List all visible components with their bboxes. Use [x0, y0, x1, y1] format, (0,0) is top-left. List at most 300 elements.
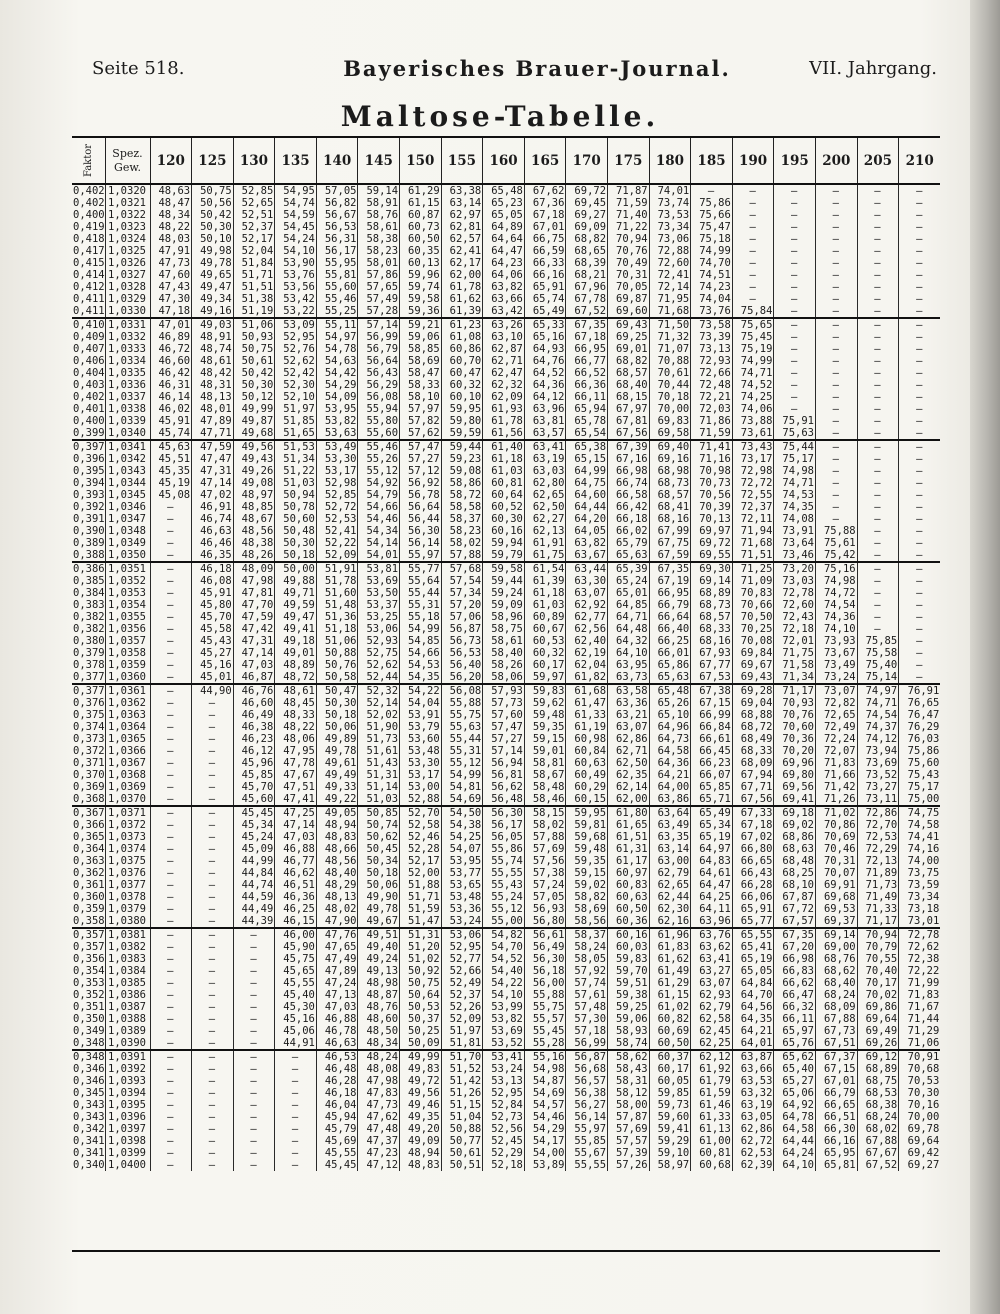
value-cell: 52,77	[441, 953, 483, 965]
value-cell: 51,78	[316, 575, 358, 587]
value-cell: 64,12	[524, 391, 566, 403]
value-cell: 68,15	[608, 391, 650, 403]
value-cell: —	[233, 928, 275, 941]
value-cell: 67,20	[774, 941, 816, 953]
value-cell: —	[899, 281, 941, 293]
value-cell: 55,63	[441, 721, 483, 733]
spez-gew-cell: 1,0355	[105, 611, 150, 623]
value-cell: 58,74	[608, 1037, 650, 1050]
table-row	[72, 293, 940, 305]
value-cell: 59,36	[400, 305, 442, 318]
spez-gew-cell: 1,0400	[105, 1159, 150, 1171]
value-cell: 56,29	[358, 379, 400, 391]
value-cell: 66,98	[608, 465, 650, 477]
value-cell: 54,00	[524, 1147, 566, 1159]
value-cell: 59,35	[566, 855, 608, 867]
value-cell: 69,02	[774, 819, 816, 831]
value-cell: 45,65	[275, 965, 317, 977]
value-cell: 66,25	[649, 635, 691, 647]
value-cell: 69,58	[649, 427, 691, 440]
value-cell: 69,86	[857, 1001, 899, 1013]
value-cell: —	[816, 367, 858, 379]
value-cell: 65,40	[774, 1063, 816, 1075]
table-row	[72, 197, 940, 209]
value-cell: 65,78	[566, 415, 608, 427]
value-cell: 69,60	[608, 305, 650, 318]
value-cell: 55,97	[566, 1123, 608, 1135]
value-cell: 55,85	[566, 1135, 608, 1147]
value-cell: 49,49	[316, 769, 358, 781]
value-cell: —	[857, 293, 899, 305]
value-cell: 47,83	[358, 1087, 400, 1099]
value-cell: 72,93	[691, 355, 733, 367]
faktor-cell: 0,400	[73, 209, 105, 221]
value-cell: 60,50	[608, 903, 650, 915]
value-cell: 66,40	[649, 623, 691, 635]
value-cell: 63,19	[732, 1099, 774, 1111]
value-cell: —	[150, 733, 192, 745]
value-cell: 53,06	[358, 623, 400, 635]
value-cell: 70,39	[691, 501, 733, 513]
value-cell: 58,47	[400, 367, 442, 379]
value-cell: 46,74	[192, 513, 234, 525]
value-cell: 46,23	[233, 733, 275, 745]
value-cell: 61,18	[524, 587, 566, 599]
value-cell: 66,99	[691, 709, 733, 721]
value-cell: 48,13	[316, 891, 358, 903]
table-row	[72, 440, 940, 453]
value-cell: 71,51	[732, 549, 774, 562]
value-cell: 47,91	[150, 245, 192, 257]
value-cell: 55,55	[566, 1159, 608, 1171]
value-cell: —	[816, 305, 858, 318]
value-cell: —	[192, 806, 234, 819]
value-cell: 68,62	[816, 965, 858, 977]
value-cell: 63,58	[608, 684, 650, 697]
value-cell: 50,93	[233, 331, 275, 343]
value-cell: 57,14	[483, 745, 525, 757]
value-cell: 65,05	[732, 965, 774, 977]
value-cell: 59,21	[400, 318, 442, 331]
value-cell: —	[732, 245, 774, 257]
value-cell: 49,65	[192, 269, 234, 281]
value-cell: 58,69	[400, 355, 442, 367]
faktor-cell: 0,385	[73, 575, 105, 587]
value-cell: 50,77	[441, 1135, 483, 1147]
value-cell: 46,15	[275, 915, 317, 928]
value-cell: 48,74	[192, 343, 234, 355]
value-cell: —	[774, 269, 816, 281]
value-cell: —	[150, 965, 192, 977]
table-row	[72, 465, 940, 477]
value-cell: 53,95	[441, 855, 483, 867]
value-cell: 59,44	[483, 575, 525, 587]
value-cell: 65,23	[483, 197, 525, 209]
faktor-cell: 0,411	[73, 305, 105, 317]
value-cell: 64,58	[774, 1123, 816, 1135]
value-cell: 56,87	[441, 623, 483, 635]
value-cell: 46,04	[316, 1099, 358, 1111]
value-cell: —	[774, 184, 816, 197]
value-cell: —	[732, 293, 774, 305]
spez-gew-cell: 1,0336	[105, 379, 150, 391]
value-cell: —	[857, 343, 899, 355]
value-cell: —	[816, 355, 858, 367]
value-cell: —	[150, 537, 192, 549]
value-cell: 59,25	[608, 1001, 650, 1013]
value-cell: 61,93	[483, 403, 525, 415]
value-cell: —	[857, 611, 899, 623]
value-cell: 47,95	[275, 745, 317, 757]
column-header: 185	[691, 138, 733, 184]
value-cell: 75,91	[774, 415, 816, 427]
table-row	[72, 806, 940, 819]
value-cell: 56,08	[358, 391, 400, 403]
value-cell: 57,61	[566, 989, 608, 1001]
faktor-cell: 0,346	[73, 1063, 105, 1075]
value-cell: 66,61	[691, 733, 733, 745]
value-cell: 59,85	[649, 1087, 691, 1099]
value-cell: 59,58	[483, 562, 525, 575]
value-cell: 51,03	[275, 477, 317, 489]
value-cell: 48,91	[192, 331, 234, 343]
value-cell: 55,31	[441, 745, 483, 757]
value-cell: —	[233, 1013, 275, 1025]
value-cell: 67,96	[566, 281, 608, 293]
value-cell: 52,14	[358, 697, 400, 709]
table-row	[72, 1013, 940, 1025]
value-cell: 60,64	[483, 489, 525, 501]
value-cell: —	[899, 197, 941, 209]
value-cell: 56,79	[358, 343, 400, 355]
value-cell: —	[233, 1111, 275, 1123]
column-header: 200	[816, 138, 858, 184]
value-cell: —	[275, 1135, 317, 1147]
value-cell: 68,73	[691, 599, 733, 611]
value-cell: 73,76	[691, 305, 733, 318]
value-cell: 65,05	[483, 209, 525, 221]
value-cell: —	[192, 757, 234, 769]
value-cell: 63,87	[732, 1050, 774, 1063]
value-cell: 53,22	[275, 305, 317, 318]
spez-gew-cell: 1,0370	[105, 793, 150, 806]
value-cell: 72,55	[732, 489, 774, 501]
value-cell: 47,14	[275, 819, 317, 831]
value-cell: 57,38	[524, 867, 566, 879]
value-cell: 52,95	[275, 331, 317, 343]
value-cell: 56,38	[566, 1087, 608, 1099]
spez-gew-cell: 1,0323	[105, 221, 150, 233]
value-cell: 64,60	[566, 489, 608, 501]
value-cell: 58,12	[608, 1087, 650, 1099]
faktor-cell: 0,363	[73, 855, 105, 867]
value-cell: 65,97	[774, 1025, 816, 1037]
value-cell: —	[275, 1147, 317, 1159]
value-cell: 62,71	[608, 745, 650, 757]
value-cell: 46,46	[192, 537, 234, 549]
spez-gew-cell: 1,0346	[105, 501, 150, 513]
value-cell: 56,48	[483, 793, 525, 806]
spez-gew-cell: 1,0325	[105, 245, 150, 257]
value-cell: 68,49	[732, 733, 774, 745]
value-cell: 65,49	[524, 305, 566, 318]
value-cell: 63,07	[691, 977, 733, 989]
table-row	[72, 427, 940, 440]
value-cell: 56,40	[441, 659, 483, 671]
value-cell: 63,41	[691, 953, 733, 965]
value-cell: 46,51	[275, 879, 317, 891]
value-cell: 50,78	[275, 501, 317, 513]
table-row	[72, 391, 940, 403]
value-cell: 59,94	[483, 537, 525, 549]
value-cell: 48,76	[358, 1001, 400, 1013]
faktor-cell: 0,414	[73, 269, 105, 281]
value-cell: 66,65	[816, 1099, 858, 1111]
value-cell: 63,42	[483, 305, 525, 318]
value-cell: 63,14	[649, 843, 691, 855]
table-body	[72, 184, 940, 1171]
value-cell: 46,72	[150, 343, 192, 355]
value-cell: 64,76	[524, 355, 566, 367]
value-cell: 57,26	[608, 1159, 650, 1171]
value-cell: 72,37	[732, 501, 774, 513]
value-cell: 62,71	[483, 355, 525, 367]
value-cell: 47,49	[316, 953, 358, 965]
value-cell: 61,75	[524, 549, 566, 562]
value-cell: 53,17	[400, 769, 442, 781]
value-cell: 52,37	[441, 989, 483, 1001]
value-cell: 44,74	[233, 879, 275, 891]
value-cell: 62,79	[691, 1001, 733, 1013]
value-cell: 62,47	[483, 367, 525, 379]
value-cell: 54,57	[524, 1099, 566, 1111]
value-cell: 48,26	[233, 549, 275, 562]
value-cell: 58,02	[524, 819, 566, 831]
value-cell: 63,95	[608, 659, 650, 671]
value-cell: 56,92	[400, 477, 442, 489]
value-cell: 59,23	[441, 453, 483, 465]
value-cell: 67,35	[649, 562, 691, 575]
value-cell: 47,24	[316, 977, 358, 989]
value-cell: 58,91	[358, 197, 400, 209]
value-cell: 53,41	[483, 1050, 525, 1063]
value-cell: 64,78	[774, 1111, 816, 1123]
value-cell: —	[899, 269, 941, 281]
spez-gew-cell: 1,0354	[105, 599, 150, 611]
faktor-cell: 0,419	[73, 221, 105, 233]
value-cell: 64,10	[774, 1159, 816, 1171]
value-cell: 46,77	[275, 855, 317, 867]
value-cell: 52,84	[483, 1099, 525, 1111]
value-cell: 50,76	[316, 659, 358, 671]
table-row	[72, 733, 940, 745]
value-cell: 64,99	[566, 465, 608, 477]
value-cell: 62,04	[566, 659, 608, 671]
table-row	[72, 1135, 940, 1147]
value-cell: 50,56	[192, 197, 234, 209]
value-cell: 52,98	[316, 477, 358, 489]
value-cell: 61,96	[649, 928, 691, 941]
value-cell: 57,87	[608, 1111, 650, 1123]
value-cell: —	[192, 1013, 234, 1025]
value-cell: 51,52	[441, 1063, 483, 1075]
value-cell: 74,71	[732, 367, 774, 379]
value-cell: 46,60	[233, 697, 275, 709]
spez-gew-cell: 1,0361	[105, 684, 150, 697]
value-cell: 59,68	[566, 831, 608, 843]
faktor-cell: 0,409	[73, 331, 105, 343]
value-cell: 49,78	[316, 745, 358, 757]
value-cell: 52,85	[316, 489, 358, 501]
value-cell: 73,93	[816, 635, 858, 647]
value-cell: 53,99	[483, 1001, 525, 1013]
value-cell: 55,88	[524, 989, 566, 1001]
value-cell: 62,93	[691, 989, 733, 1001]
value-cell: 61,39	[524, 575, 566, 587]
value-cell: —	[857, 257, 899, 269]
value-cell: 70,79	[857, 941, 899, 953]
value-cell: 51,91	[316, 562, 358, 575]
column-header: 135	[275, 138, 317, 184]
value-cell: 66,32	[774, 1001, 816, 1013]
spez-gew-cell: 1,0367	[105, 757, 150, 769]
value-cell: 68,09	[816, 1001, 858, 1013]
value-cell: —	[899, 305, 941, 318]
value-cell: 48,06	[275, 733, 317, 745]
value-cell: 65,10	[649, 709, 691, 721]
value-cell: 59,96	[400, 269, 442, 281]
value-cell: 56,08	[441, 684, 483, 697]
value-cell: 61,39	[441, 305, 483, 318]
value-cell: 66,74	[608, 477, 650, 489]
value-cell: 56,14	[400, 537, 442, 549]
value-cell: 56,99	[358, 331, 400, 343]
table-row	[72, 1123, 940, 1135]
value-cell: —	[899, 415, 941, 427]
value-cell: 70,98	[691, 465, 733, 477]
value-cell: 69,14	[691, 575, 733, 587]
value-cell: 56,14	[566, 1111, 608, 1123]
table-row	[72, 819, 940, 831]
value-cell: 72,98	[732, 465, 774, 477]
value-cell: 54,22	[400, 684, 442, 697]
value-cell: 74,58	[899, 819, 941, 831]
value-cell: 50,60	[275, 513, 317, 525]
value-cell: 54,95	[275, 184, 317, 197]
column-header: 195	[774, 138, 816, 184]
value-cell: 64,48	[608, 623, 650, 635]
value-cell: 45,06	[275, 1025, 317, 1037]
value-cell: 62,00	[608, 793, 650, 806]
value-cell: 50,92	[400, 965, 442, 977]
value-cell: —	[732, 209, 774, 221]
table-row	[72, 245, 940, 257]
table-row	[72, 684, 940, 697]
spez-gew-cell: 1,0344	[105, 477, 150, 489]
value-cell: 46,14	[150, 391, 192, 403]
value-cell: —	[899, 489, 941, 501]
value-cell: 71,68	[732, 537, 774, 549]
value-cell: —	[275, 1087, 317, 1099]
value-cell: 55,12	[358, 465, 400, 477]
value-cell: 60,16	[608, 928, 650, 941]
value-cell: 51,90	[358, 721, 400, 733]
value-cell: 63,41	[524, 440, 566, 453]
value-cell: 68,65	[566, 245, 608, 257]
value-cell: 73,52	[857, 769, 899, 781]
value-cell: 49,26	[233, 465, 275, 477]
value-cell: 48,22	[275, 721, 317, 733]
value-cell: 68,57	[691, 611, 733, 623]
value-cell: —	[150, 879, 192, 891]
value-cell: 58,56	[566, 915, 608, 928]
value-cell: 54,59	[275, 209, 317, 221]
spez-gew-cell: 1,0378	[105, 891, 150, 903]
table-row	[72, 209, 940, 221]
value-cell: 73,75	[899, 867, 941, 879]
value-cell: 60,36	[608, 915, 650, 928]
value-cell: 74,06	[732, 403, 774, 415]
value-cell: 60,03	[608, 941, 650, 953]
column-header: 155	[441, 138, 483, 184]
value-cell: 70,94	[608, 233, 650, 245]
value-cell: 72,60	[649, 257, 691, 269]
value-cell: 53,81	[358, 562, 400, 575]
value-cell: 58,62	[608, 1050, 650, 1063]
value-cell: 51,02	[400, 953, 442, 965]
value-cell: 44,91	[275, 1037, 317, 1050]
value-cell: 52,37	[233, 221, 275, 233]
spez-gew-cell: 1,0379	[105, 903, 150, 915]
value-cell: 72,53	[857, 831, 899, 843]
value-cell: 62,77	[566, 611, 608, 623]
value-cell: 66,28	[732, 879, 774, 891]
value-cell: 60,53	[524, 635, 566, 647]
value-cell: 48,22	[150, 221, 192, 233]
value-cell: 67,71	[732, 781, 774, 793]
value-cell: 45,09	[233, 843, 275, 855]
value-cell: —	[857, 379, 899, 391]
table-row	[72, 989, 940, 1001]
value-cell: 66,77	[566, 355, 608, 367]
value-cell: 49,01	[275, 647, 317, 659]
value-cell: 65,76	[774, 1037, 816, 1050]
value-cell: 50,42	[192, 209, 234, 221]
value-cell: 75,16	[816, 562, 858, 575]
value-cell: 71,17	[774, 684, 816, 697]
value-cell: 73,91	[774, 525, 816, 537]
value-cell: 57,24	[524, 879, 566, 891]
faktor-cell: 0,402	[73, 391, 105, 403]
value-cell: 65,06	[774, 1087, 816, 1099]
value-cell: 66,83	[774, 965, 816, 977]
value-cell: 64,24	[774, 1147, 816, 1159]
value-cell: 51,19	[233, 305, 275, 318]
value-cell: 51,51	[233, 281, 275, 293]
value-cell: 76,47	[899, 709, 941, 721]
spez-gew-cell: 1,0320	[105, 184, 150, 197]
spez-gew-cell: 1,0332	[105, 331, 150, 343]
column-header: 170	[566, 138, 608, 184]
spez-gew-cell: 1,0327	[105, 269, 150, 281]
value-cell: 74,25	[732, 391, 774, 403]
value-cell: 61,23	[441, 318, 483, 331]
value-cell: 57,18	[566, 1025, 608, 1037]
value-cell: —	[899, 221, 941, 233]
value-cell: 52,00	[400, 867, 442, 879]
value-cell: 61,92	[691, 1063, 733, 1075]
value-cell: 70,56	[691, 489, 733, 501]
